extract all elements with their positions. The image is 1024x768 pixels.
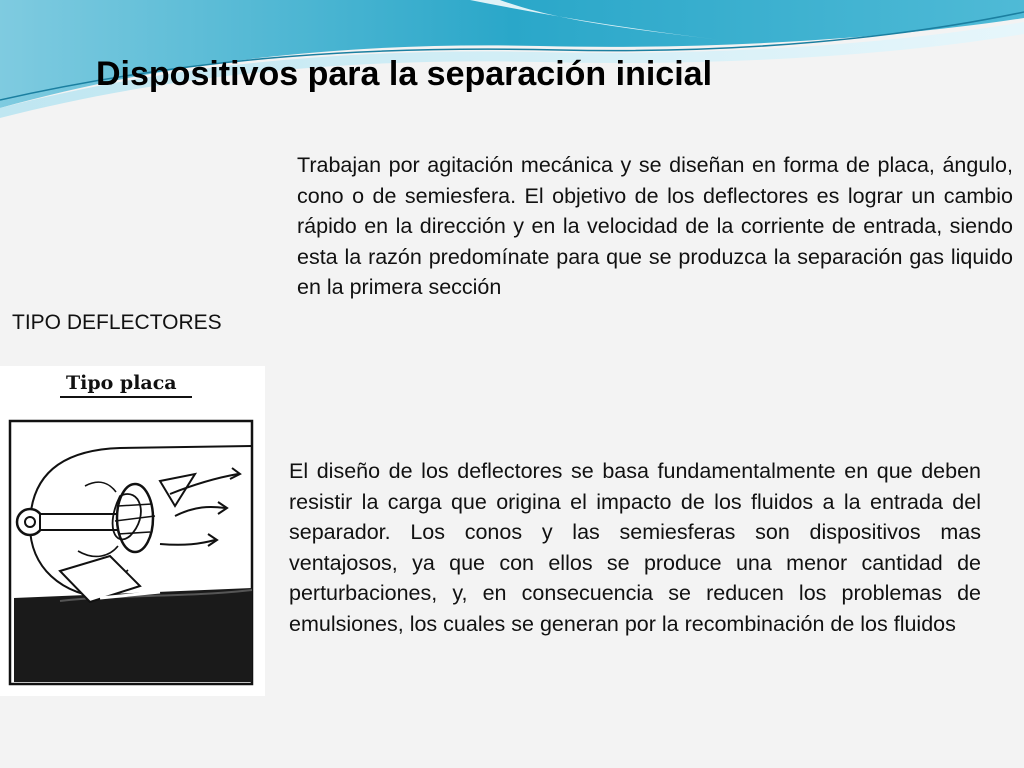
deflector-plate-figure	[0, 366, 265, 696]
page-title: Dispositivos para la separación inicial	[96, 55, 713, 93]
paragraph-design: El diseño de los deflectores se basa fundamentalmente en que deben resistir la carga que origina el impacto de los fluidos a la entrada del separador. Los conos y las semiesferas son dispositivos mas ventajosos, ya que con ellos se produce una menor cantidad de perturbaciones, y, en consecuencia se reducen los problemas de emulsiones, los cuales se generan por la recombinación de los fluidos	[289, 459, 981, 636]
deflector-plate-drawing	[0, 366, 265, 696]
figure-caption: Tipo placa	[66, 372, 177, 394]
section-label-tipo-deflectores: TIPO DEFLECTORES	[12, 311, 222, 334]
paragraph-agitation: Trabajan por agitación mecánica y se diseñan en forma de placa, ángulo, cono o de semiesfera. El objetivo de los deflectores es lograr un cambio rápido en la dirección y en la velocidad de la corriente de entrada, siendo esta la razón predomínate para que se produzca la separación gas liquido en la primera sección	[297, 153, 1013, 300]
